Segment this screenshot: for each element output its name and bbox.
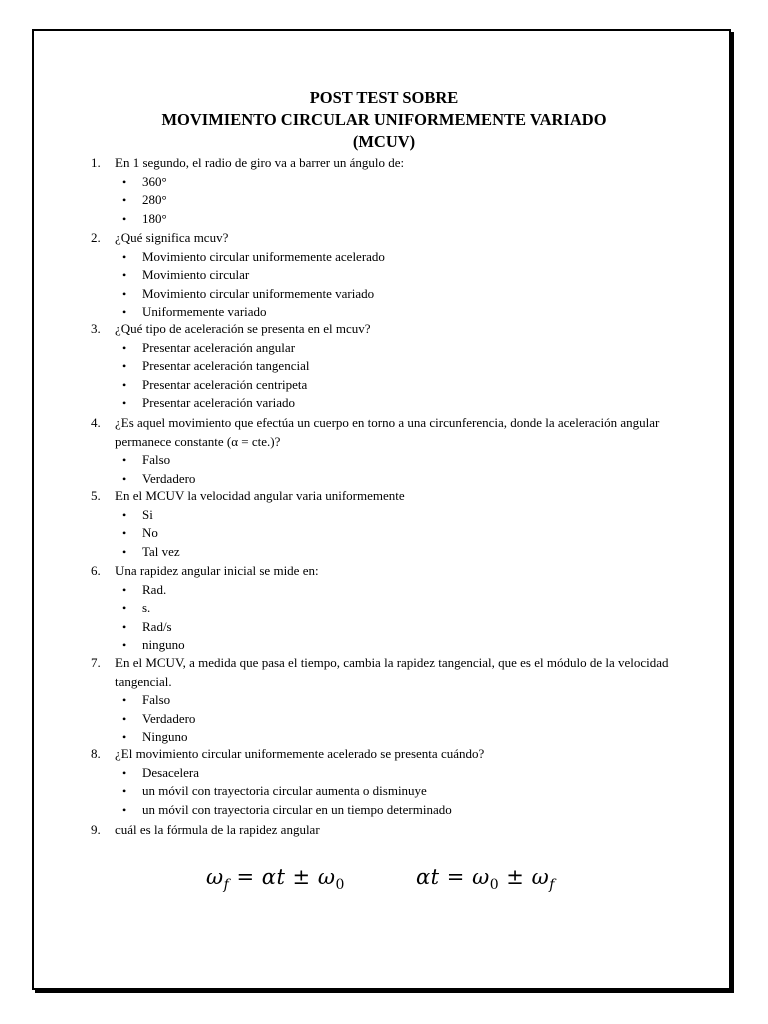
formula-2-mid: ± ω — [499, 865, 550, 889]
option-label: Presentar aceleración centripeta — [142, 376, 308, 392]
option-label: Presentar aceleración tangencial — [142, 358, 310, 374]
question-number: 6. — [91, 563, 101, 578]
option-label: Desacelera — [142, 764, 200, 780]
option-label: Tal vez — [142, 543, 180, 559]
title-line-2: MOVIMIENTO CIRCULAR UNIFORMEMENTE VARIADO — [161, 110, 607, 129]
bullet-icon: • — [122, 730, 127, 745]
option-label: Falso — [142, 452, 171, 468]
formula-2 — [416, 865, 555, 893]
bullet-icon: • — [122, 765, 127, 780]
formula-2-lhs-sub: 0 — [489, 877, 500, 894]
question-number: 1. — [91, 155, 101, 170]
bullet-icon: • — [122, 601, 127, 616]
question-number: 7. — [91, 655, 101, 670]
bullet-icon: • — [122, 582, 127, 597]
option-label: s. — [142, 600, 151, 616]
option-label: un móvil con trayectoria circular aumenta o disminuye — [142, 783, 427, 799]
question-text: ¿El movimiento circular uniformemente acelerado se presenta cuándo? — [115, 746, 485, 761]
bullet-icon: • — [122, 711, 127, 726]
bullet-icon: • — [122, 619, 127, 634]
question-text: Una rapidez angular inicial se mide en: — [115, 563, 319, 578]
bullet-icon: • — [122, 693, 127, 708]
formula-1-lhs-sub: f — [223, 877, 230, 894]
bullet-icon: • — [122, 211, 127, 226]
option-label: Rad. — [142, 581, 167, 597]
option-label: 180° — [142, 210, 167, 226]
option-label: 280° — [142, 192, 167, 208]
bullet-icon: • — [122, 377, 127, 392]
question-text: ¿Qué tipo de aceleración se presenta en el mcuv? — [115, 321, 371, 336]
option-label: Si — [142, 506, 153, 522]
bullet-icon: • — [122, 174, 127, 189]
bullet-icon: • — [122, 268, 127, 283]
option-label: No — [142, 525, 158, 541]
bullet-icon: • — [122, 249, 127, 264]
question-text: ¿Es aquel movimiento que efectúa un cuerpo en torno a una circunferencia, donde la aceleración angular permanece constante (α = cte.)? — [115, 415, 660, 449]
option-label: Ninguno — [142, 729, 188, 745]
option-label: Verdadero — [142, 710, 196, 726]
bullet-icon: • — [122, 638, 127, 653]
title-line-1: POST TEST SOBRE — [309, 88, 459, 107]
bullet-icon: • — [122, 544, 127, 559]
bullet-icon: • — [122, 359, 127, 374]
formula-1-lhs: ω — [206, 865, 224, 889]
question-number: 9. — [91, 822, 101, 837]
option-label: Movimiento circular uniformemente variado — [142, 285, 375, 301]
bullet-icon: • — [122, 471, 127, 486]
option-label: Falso — [142, 692, 171, 708]
title-line-3: (MCUV) — [352, 132, 416, 151]
question-text: En 1 segundo, el radio de giro va a barrer un ángulo de: — [115, 155, 405, 170]
bullet-icon: • — [122, 784, 127, 799]
bullet-icon: • — [122, 305, 127, 320]
formula-1 — [206, 865, 345, 893]
question-number: 4. — [91, 415, 101, 430]
option-label: Presentar aceleración angular — [142, 339, 296, 355]
bullet-icon: • — [122, 340, 127, 355]
option-label: Presentar aceleración variado — [142, 395, 296, 411]
option-label: Movimiento circular uniformemente acelerado — [142, 248, 385, 264]
option-label: Verdadero — [142, 470, 196, 486]
option-label: Uniformemente variado — [142, 304, 267, 320]
question-number: 5. — [91, 488, 101, 503]
question-text: En el MCUV la velocidad angular varia uniformemente — [115, 488, 405, 503]
question-number: 8. — [91, 746, 101, 761]
bullet-icon: • — [122, 286, 127, 301]
question-text: ¿Qué significa mcuv? — [115, 230, 229, 245]
question-number: 3. — [91, 321, 101, 336]
bullet-icon: • — [122, 802, 127, 817]
bullet-icon: • — [122, 526, 127, 541]
bullet-icon: • — [122, 453, 127, 468]
option-label: Movimiento circular — [142, 267, 250, 283]
formula-2-rhs-sub: f — [549, 877, 555, 894]
formula-1-mid: = αt ± ω — [229, 865, 336, 889]
formula-1-rhs-sub: 0 — [335, 877, 345, 894]
option-label: un móvil con trayectoria circular en un tiempo determinado — [142, 801, 452, 817]
formula-2-lhs: αt = ω — [416, 865, 490, 889]
question-text: En el MCUV, a medida que pasa el tiempo, cambia la rapidez tangencial, que es el módulo de la velocidad tangencial. — [115, 655, 669, 689]
option-label: 360° — [142, 173, 167, 189]
option-label: Rad/s — [142, 618, 172, 634]
question-text: cuál es la fórmula de la rapidez angular — [115, 822, 320, 837]
page-border — [32, 29, 731, 990]
question-number: 2. — [91, 230, 101, 245]
bullet-icon: • — [122, 396, 127, 411]
bullet-icon: • — [122, 507, 127, 522]
bullet-icon: • — [122, 193, 127, 208]
option-label: ninguno — [142, 637, 185, 653]
